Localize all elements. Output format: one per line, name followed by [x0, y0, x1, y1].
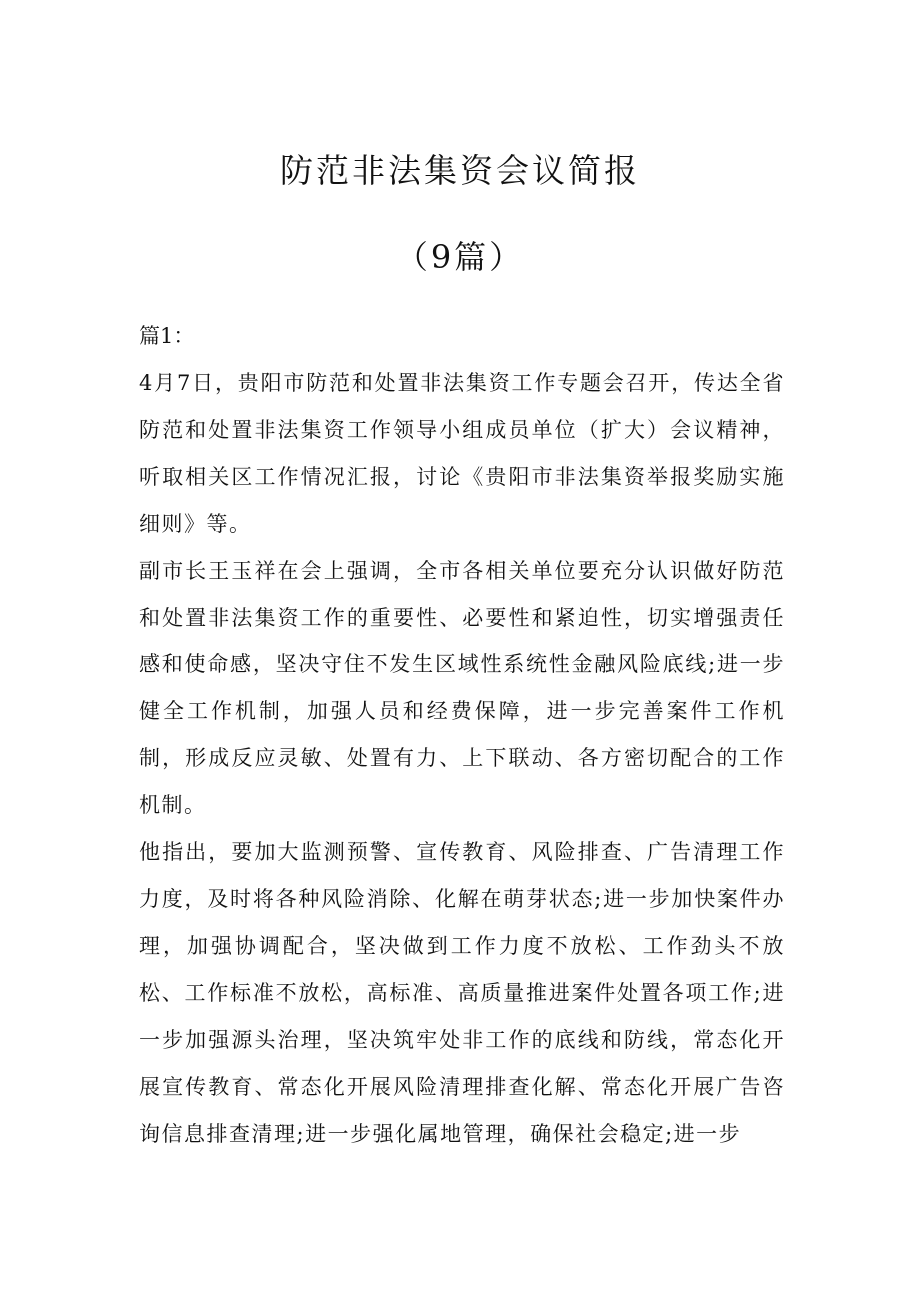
document-title: 防范非法集资会议简报 [280, 151, 640, 190]
body-paragraph: 他指出，要加大监测预警、宣传教育、风险排查、广告清理工作力度，及时将各种风险消除、化解在萌芽状态;进一步加快案件办理，加强协调配合，坚决做到工作力度不放松、工作劲头不放松、工作标准不放松，高标准、高质量推进案件处置各项工作;进一步加强源头治理，坚决筑牢处非工作的底线和防线，常态化开展宣传教育、常态化开展风险清理排查化解、常态化开展广告咨询信息排查清理;进一步强化属地管理，确保社会稳定;进一步 [139, 840, 785, 1146]
section-label: 篇1： [139, 324, 195, 348]
document-body [139, 360, 785, 1157]
body-paragraph: 4月7日，贵阳市防范和处置非法集资工作专题会召开，传达全省防范和处置非法集资工作领导小组成员单位（扩大）会议精神，听取相关区工作情况汇报，讨论《贵阳市非法集资举报奖励实施细则》等。 [139, 371, 785, 536]
body-paragraph: 副市长王玉祥在会上强调，全市各相关单位要充分认识做好防范和处置非法集资工作的重要性、必要性和紧迫性，切实增强责任感和使命感，坚决守住不发生区域性系统性金融风险底线;进一步健全工作机制，加强人员和经费保障，进一步完善案件工作机制，形成反应灵敏、处置有力、上下联动、各方密切配合的工作机制。 [139, 558, 785, 818]
document-subtitle: （9篇） [395, 238, 525, 276]
